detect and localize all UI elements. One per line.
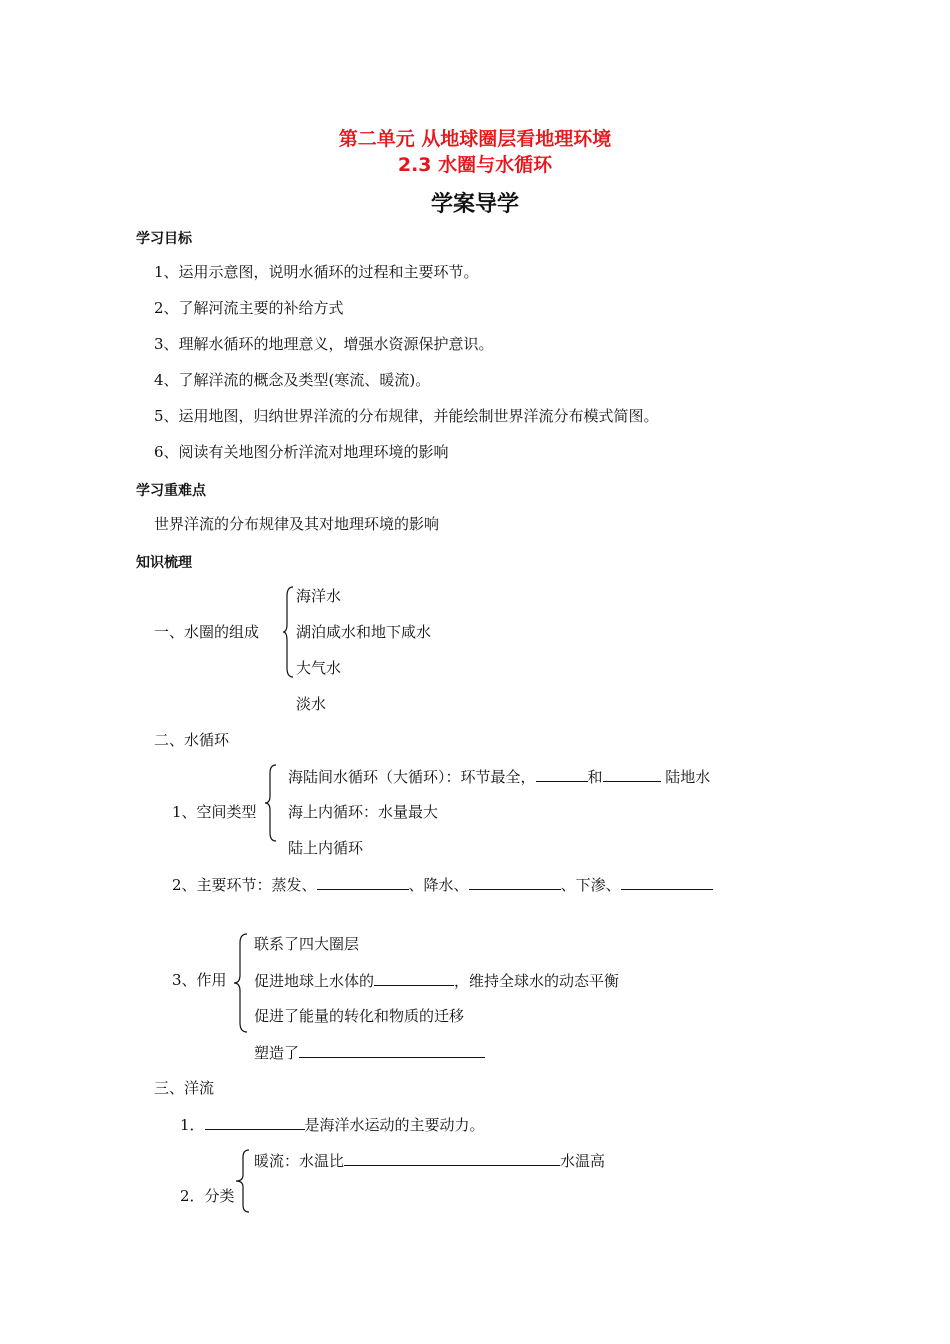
key-points-text: 世界洋流的分布规律及其对地理环境的影响: [154, 515, 440, 533]
brace-icon: [265, 764, 277, 842]
section-title: 2.3 水圈与水循环: [397, 154, 553, 176]
ocean-current-label: 三、洋流: [154, 1079, 215, 1097]
warm-current-text: 暖流：水温比: [254, 1152, 345, 1170]
knowledge-heading: 知识梳理: [136, 555, 192, 571]
brace-icon: [234, 933, 248, 1033]
role-item: 促进了能量的转化和物质的迁移: [254, 1007, 465, 1025]
answer-blank[interactable]: [299, 1043, 485, 1058]
water-cycle-label: 二、水循环: [154, 731, 230, 749]
q1-number: 1．: [180, 1116, 205, 1134]
unit-title: 第二单元 从地球圈层看地理环境: [338, 128, 612, 150]
main-links-line: [172, 875, 713, 894]
composition-item: 大气水: [296, 659, 342, 677]
role-item: ，维持全球水的动态平衡: [454, 972, 620, 990]
answer-blank[interactable]: [621, 875, 713, 890]
role-item-line: [254, 971, 619, 990]
objectives-heading: 学习目标: [136, 231, 192, 247]
composition-item: 湖泊咸水和地下咸水: [296, 623, 432, 641]
role-label: 3、作用: [172, 971, 227, 989]
ocean-cycle-line: 海上内循环：水量最大: [288, 803, 439, 821]
key-points-heading: 学习重难点: [136, 483, 206, 499]
objective-item: 6、阅读有关地图分析洋流对地理环境的影响: [154, 443, 449, 461]
answer-blank[interactable]: [603, 767, 661, 782]
role-item: 塑造了: [254, 1044, 300, 1062]
role-item: 促进地球上水体的: [254, 972, 375, 990]
objective-item: 2、了解河流主要的补给方式: [154, 299, 344, 317]
main-links-text: 、降水、: [408, 876, 469, 894]
classification-label: 2．分类: [180, 1187, 235, 1205]
answer-blank[interactable]: [317, 875, 409, 890]
role-item: 联系了四大圈层: [254, 935, 360, 953]
hydrosphere-composition-label: 一、水圈的组成: [154, 623, 260, 641]
big-cycle-line: [288, 767, 710, 786]
q1-text: 是海洋水运动的主要动力。: [304, 1116, 485, 1134]
answer-blank[interactable]: [536, 767, 588, 782]
main-links-text: 2、主要环节：蒸发、: [172, 876, 317, 894]
ocean-current-q1: [180, 1115, 485, 1134]
composition-item: 淡水: [296, 695, 327, 713]
objective-item: 1、运用示意图，说明水循环的过程和主要环节。: [154, 263, 479, 281]
objective-item: 4、了解洋流的概念及类型(寒流、暖流)。: [154, 371, 431, 389]
warm-current-text: 水温高: [560, 1152, 606, 1170]
answer-blank[interactable]: [344, 1151, 560, 1166]
answer-blank[interactable]: [374, 971, 454, 986]
role-item-line: [254, 1043, 485, 1062]
brace-icon: [236, 1149, 250, 1213]
space-type-label: 1、空间类型: [172, 803, 257, 821]
land-cycle-line: 陆上内循环: [288, 839, 364, 857]
big-cycle-and: 和: [587, 768, 603, 786]
answer-blank[interactable]: [469, 875, 561, 890]
warm-current-line: [254, 1151, 605, 1170]
big-cycle-text: 海陆间水循环（大循环）：环节最全，: [288, 768, 536, 786]
objective-item: 5、运用地图，归纳世界洋流的分布规律，并能绘制世界洋流分布模式简图。: [154, 407, 659, 425]
main-links-text: 、下渗、: [560, 876, 621, 894]
composition-item: 海洋水: [296, 587, 342, 605]
big-cycle-tail: 陆地水: [660, 768, 711, 786]
brace-icon: [283, 586, 295, 678]
objective-item: 3、理解水循环的地理意义，增强水资源保护意识。: [154, 335, 494, 353]
doc-title: 学案导学: [430, 192, 519, 217]
answer-blank[interactable]: [205, 1115, 305, 1130]
